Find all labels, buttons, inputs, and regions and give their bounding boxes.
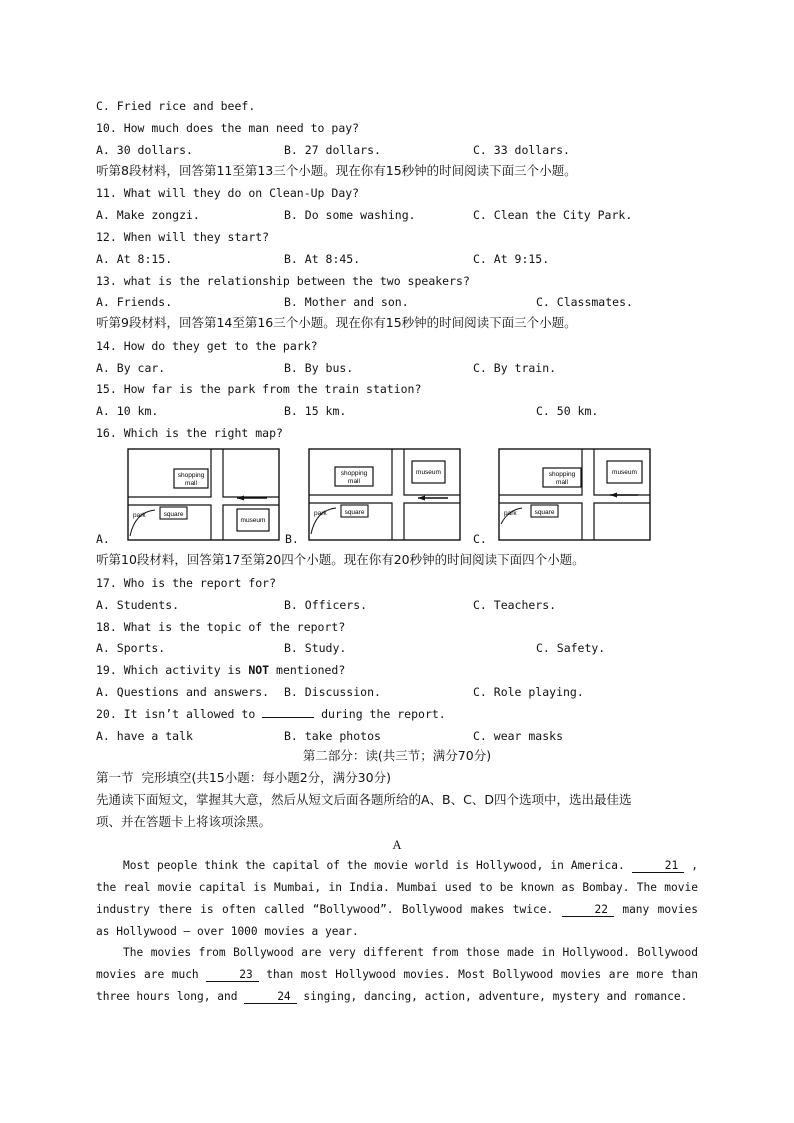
passage-paragraph-1 [96,855,698,943]
q15-option-c: C. 50 km. [536,404,599,418]
passage-paragraph-2 [96,942,698,1008]
q13-option-b: B. Mother and son. [284,295,409,309]
q20-option-a: A. have a talk [96,729,193,743]
q11-option-b: B. Do some washing. [284,208,416,222]
q17-stem: 17. Who is the report for? [96,576,277,590]
section10-instruction: 听第10段材料，回答第17至第20四个小题。现在你有20秒钟的时间阅读下面四个小题。 [96,552,585,567]
p2-text-c: singing, dancing, action, adventure, mystery and romance. [296,990,688,1003]
section1-instruction-line2: 项、并在答题卡上将该项涂黑。 [96,814,272,829]
passage-label: A [392,838,402,852]
q12-option-a: A. At 8:15. [96,252,173,266]
q20-stem [96,707,446,721]
q11-stem: 11. What will they do on Clean-Up Day? [96,186,360,200]
map-c-mall-label-1: shopping [548,471,576,478]
map-b-museum-label: museum [416,469,441,476]
map-a-mall-label-2: mall [185,480,197,487]
q16-option-b-label: B. [285,532,299,546]
map-b [308,448,462,542]
part2-title: 第二部分：读(共三节；满分70分) [302,748,492,763]
p1-text-c: many movies as Hollywood — over 1000 movies a year. [96,903,699,938]
q9-option-c: C. Fried rice and beef. [96,99,256,113]
q17-option-c: C. Teachers. [473,598,557,612]
q19-option-b: B. Discussion. [284,685,381,699]
q15-stem: 15. How far is the park from the train station? [96,382,422,396]
map-c-square-label: square [534,509,555,516]
q16-option-a-label: A. [96,532,110,546]
q19-option-a: A. Questions and answers. [96,685,270,699]
q14-option-c: C. By train. [473,361,557,375]
q18-option-b: B. Study. [284,641,347,655]
q17-option-a: A. Students. [96,598,180,612]
map-a [127,448,281,542]
map-b-park-label: park [314,510,327,517]
q14-option-b: B. By bus. [284,361,354,375]
q19-stem-pre: 19. Which activity is [96,663,249,677]
q20-blank [262,717,314,718]
blank-21: 21 [632,859,684,873]
q18-option-a: A. Sports. [96,641,166,655]
q12-option-b: B. At 8:45. [284,252,361,266]
section8-instruction: 听第8段材料，回答第11至第13三个小题。现在你有15秒钟的时间阅读下面三个小题。 [96,163,577,178]
map-a-park-label: park [133,512,146,519]
blank-24: 24 [244,990,296,1004]
map-a-square-label: square [163,511,184,518]
q12-option-c: C. At 9:15. [473,252,550,266]
q19-option-c: C. Role playing. [473,685,584,699]
q11-option-c: C. Clean the City Park. [473,208,633,222]
section1-title: 第一节 完形填空(共15小题：每小题2分，满分30分) [96,770,391,785]
map-a-mall-label-1: shopping [177,472,205,479]
q20-option-b: B. take photos [284,729,381,743]
p1-text-b: , the real movie capital is Mumbai, in India. Mumbai used to be known as Bombay. The movie industry there is often called “Bollywood”. Bollywood makes twice. [96,859,698,916]
section9-instruction: 听第9段材料，回答第14至第16三个小题。现在你有15秒钟的时间阅读下面三个小题。 [96,315,577,330]
q20-stem-pre: 20. It isn’t allowed to [96,707,263,721]
q17-option-b: B. Officers. [284,598,368,612]
q14-stem: 14. How do they get to the park? [96,339,318,353]
map-c-mall-label-2: mall [556,479,568,486]
map-b-mall-label-1: shopping [340,470,368,477]
q11-option-a: A. Make zongzi. [96,208,200,222]
q18-option-c: C. Safety. [536,641,606,655]
blank-23: 23 [206,968,258,982]
q16-stem: 16. Which is the right map? [96,426,283,440]
map-a-museum-label: museum [240,517,266,524]
p1-text-a: Most people think the capital of the movie world is Hollywood, in America. [123,859,632,872]
p2-text-b: than most Hollywood movies. Most Bollywood movies are more than three hours long, and [96,968,698,1003]
q13-stem: 13. what is the relationship between the two speakers? [96,274,470,288]
q15-option-a: A. 10 km. [96,404,159,418]
q10-option-b: B. 27 dollars. [284,143,381,157]
q18-stem: 18. What is the topic of the report? [96,620,346,634]
blank-22: 22 [562,903,614,917]
map-c [498,448,652,542]
q20-option-c: C. wear masks [473,729,564,743]
q14-option-a: A. By car. [96,361,166,375]
map-b-square-label: square [344,509,365,516]
map-b-mall-label-2: mall [348,478,360,485]
q19-stem-bold: NOT [248,663,270,677]
map-c-park-label: park [504,510,517,517]
q15-option-b: B. 15 km. [284,404,347,418]
p2-text-a: The movies from Bollywood are very different from those made in Hollywood. Bollywood movies are much [96,946,698,981]
q12-stem: 12. When will they start? [96,230,270,244]
q13-option-a: A. Friends. [96,295,173,309]
q16-option-c-label: C. [473,532,487,546]
q13-option-c: C. Classmates. [536,295,633,309]
q10-option-a: A. 30 dollars. [96,143,193,157]
map-c-museum-label: museum [612,469,637,476]
q19-stem [96,663,345,677]
q10-option-c: C. 33 dollars. [473,143,570,157]
q10-stem: 10. How much does the man need to pay? [96,121,360,135]
q20-stem-post: during the report. [314,707,446,721]
section1-instruction-line1: 先通读下面短文，掌握其大意，然后从短文后面各题所给的A、B、C、D四个选项中，选出最佳选 [96,792,632,807]
q19-stem-post: mentioned? [269,663,346,677]
